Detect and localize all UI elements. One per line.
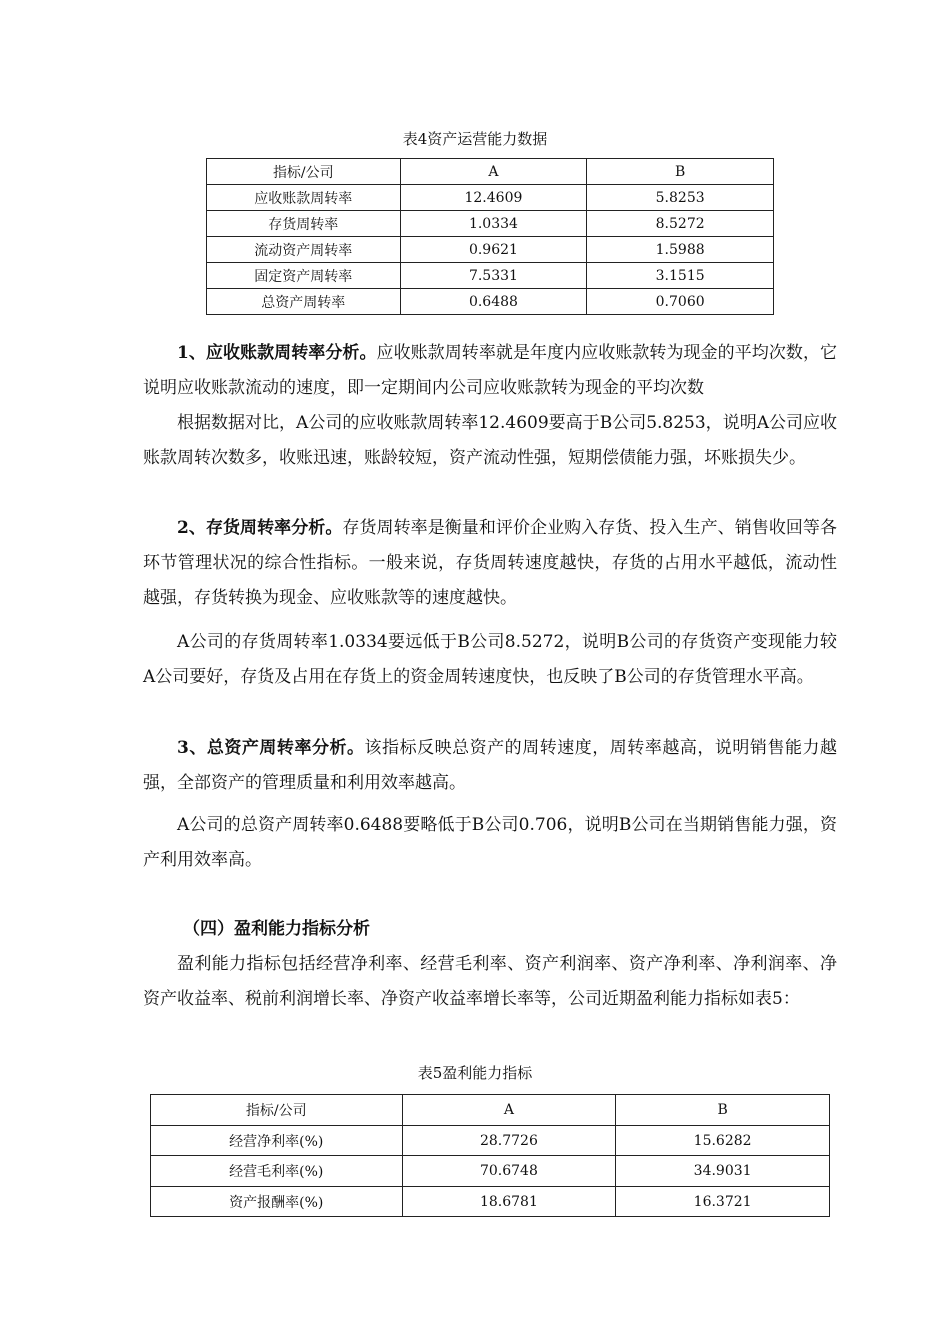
table4-caption: 表4资产运营能力数据: [402, 130, 548, 148]
table-row: [151, 1126, 830, 1156]
table-cell: 34.9031: [616, 1156, 830, 1187]
table-cell: 0.6488: [400, 289, 587, 315]
table-header-cell: A: [402, 1095, 616, 1126]
table-header-cell: 指标/公司: [207, 159, 401, 185]
section2-detail: A公司的存货周转率1.0334要远低于B公司8.5272，说明B公司的存货资产变现能力较A公司要好，存货及占用在存货上的资金周转速度快，也反映了B公司的存货管理水平高。: [143, 632, 837, 687]
table-row: [151, 1187, 830, 1217]
section2-paragraph: [143, 511, 837, 616]
table-row: [207, 237, 774, 263]
section3-text: 该指标反映总资产的周转速度，周转率越高，说明销售能力越强，全部资产的管理质量和利用效率越高。: [143, 738, 837, 793]
table-cell: 8.5272: [587, 211, 774, 237]
section3-paragraph: [143, 731, 837, 801]
section4-paragraph: 盈利能力指标包括经营净利率、经营毛利率、资产利润率、资产净利率、净利润率、净资产收益率、税前利润增长率、净资产收益率增长率等，公司近期盈利能力指标如表5：: [143, 954, 837, 1009]
table-cell: 18.6781: [402, 1187, 616, 1217]
table-cell: 12.4609: [400, 185, 587, 211]
table-cell: 28.7726: [402, 1126, 616, 1156]
table-header-row: [151, 1095, 830, 1126]
section2-lead: 2、存货周转率分析。: [177, 518, 343, 538]
table-cell: 总资产周转率: [207, 289, 401, 315]
table-cell: 0.7060: [587, 289, 774, 315]
table5: [150, 1094, 830, 1217]
table-row: [207, 289, 774, 315]
table-cell: 经营净利率(%): [151, 1126, 403, 1156]
table-header-cell: 指标/公司: [151, 1095, 403, 1126]
table-cell: 15.6282: [616, 1126, 830, 1156]
section1-detail: 根据数据对比，A公司的应收账款周转率12.4609要高于B公司5.8253，说明A公司应收账款周转次数多，收账迅速，账龄较短，资产流动性强，短期偿债能力强，坏账损失少。: [143, 413, 837, 468]
section1-text: 应收账款周转率就是年度内应收账款转为现金的平均次数，它说明应收账款流动的速度，即一定期间内公司应收账款转为现金的平均次数: [143, 343, 838, 398]
table-row: [207, 211, 774, 237]
table-header-cell: B: [587, 159, 774, 185]
table-cell: 固定资产周转率: [207, 263, 401, 289]
table-cell: 流动资产周转率: [207, 237, 401, 263]
section3-detail: A公司的总资产周转率0.6488要略低于B公司0.706，说明B公司在当期销售能力强，资产利用效率高。: [143, 815, 837, 870]
table-cell: 16.3721: [616, 1187, 830, 1217]
table-cell: 经营毛利率(%): [151, 1156, 403, 1187]
section3-lead: 3、总资产周转率分析。: [177, 738, 365, 758]
table-cell: 应收账款周转率: [207, 185, 401, 211]
table-cell: 70.6748: [402, 1156, 616, 1187]
table-cell: 1.0334: [400, 211, 587, 237]
section4-heading: （四）盈利能力指标分析: [183, 919, 370, 939]
table-cell: 3.1515: [587, 263, 774, 289]
table-cell: 存货周转率: [207, 211, 401, 237]
table-cell: 0.9621: [400, 237, 587, 263]
table-header-cell: B: [616, 1095, 830, 1126]
table-cell: 7.5331: [400, 263, 587, 289]
section1-paragraph: [143, 336, 837, 406]
table-cell: 1.5988: [587, 237, 774, 263]
table-cell: 5.8253: [587, 185, 774, 211]
section1-lead: 1、应收账款周转率分析。: [177, 343, 377, 363]
table-row: [207, 185, 774, 211]
table-cell: 资产报酬率(%): [151, 1187, 403, 1217]
table-row: [151, 1156, 830, 1187]
table4: [206, 158, 774, 315]
table-header-row: [207, 159, 774, 185]
section2-text: 存货周转率是衡量和评价企业购入存货、投入生产、销售收回等各环节管理状况的综合性指标。一般来说，存货周转速度越快，存货的占用水平越低，流动性越强，存货转换为现金、应收账款等的速度越快。: [143, 518, 837, 608]
table5-caption: 表5盈利能力指标: [417, 1064, 533, 1082]
table-row: [207, 263, 774, 289]
table-header-cell: A: [400, 159, 587, 185]
